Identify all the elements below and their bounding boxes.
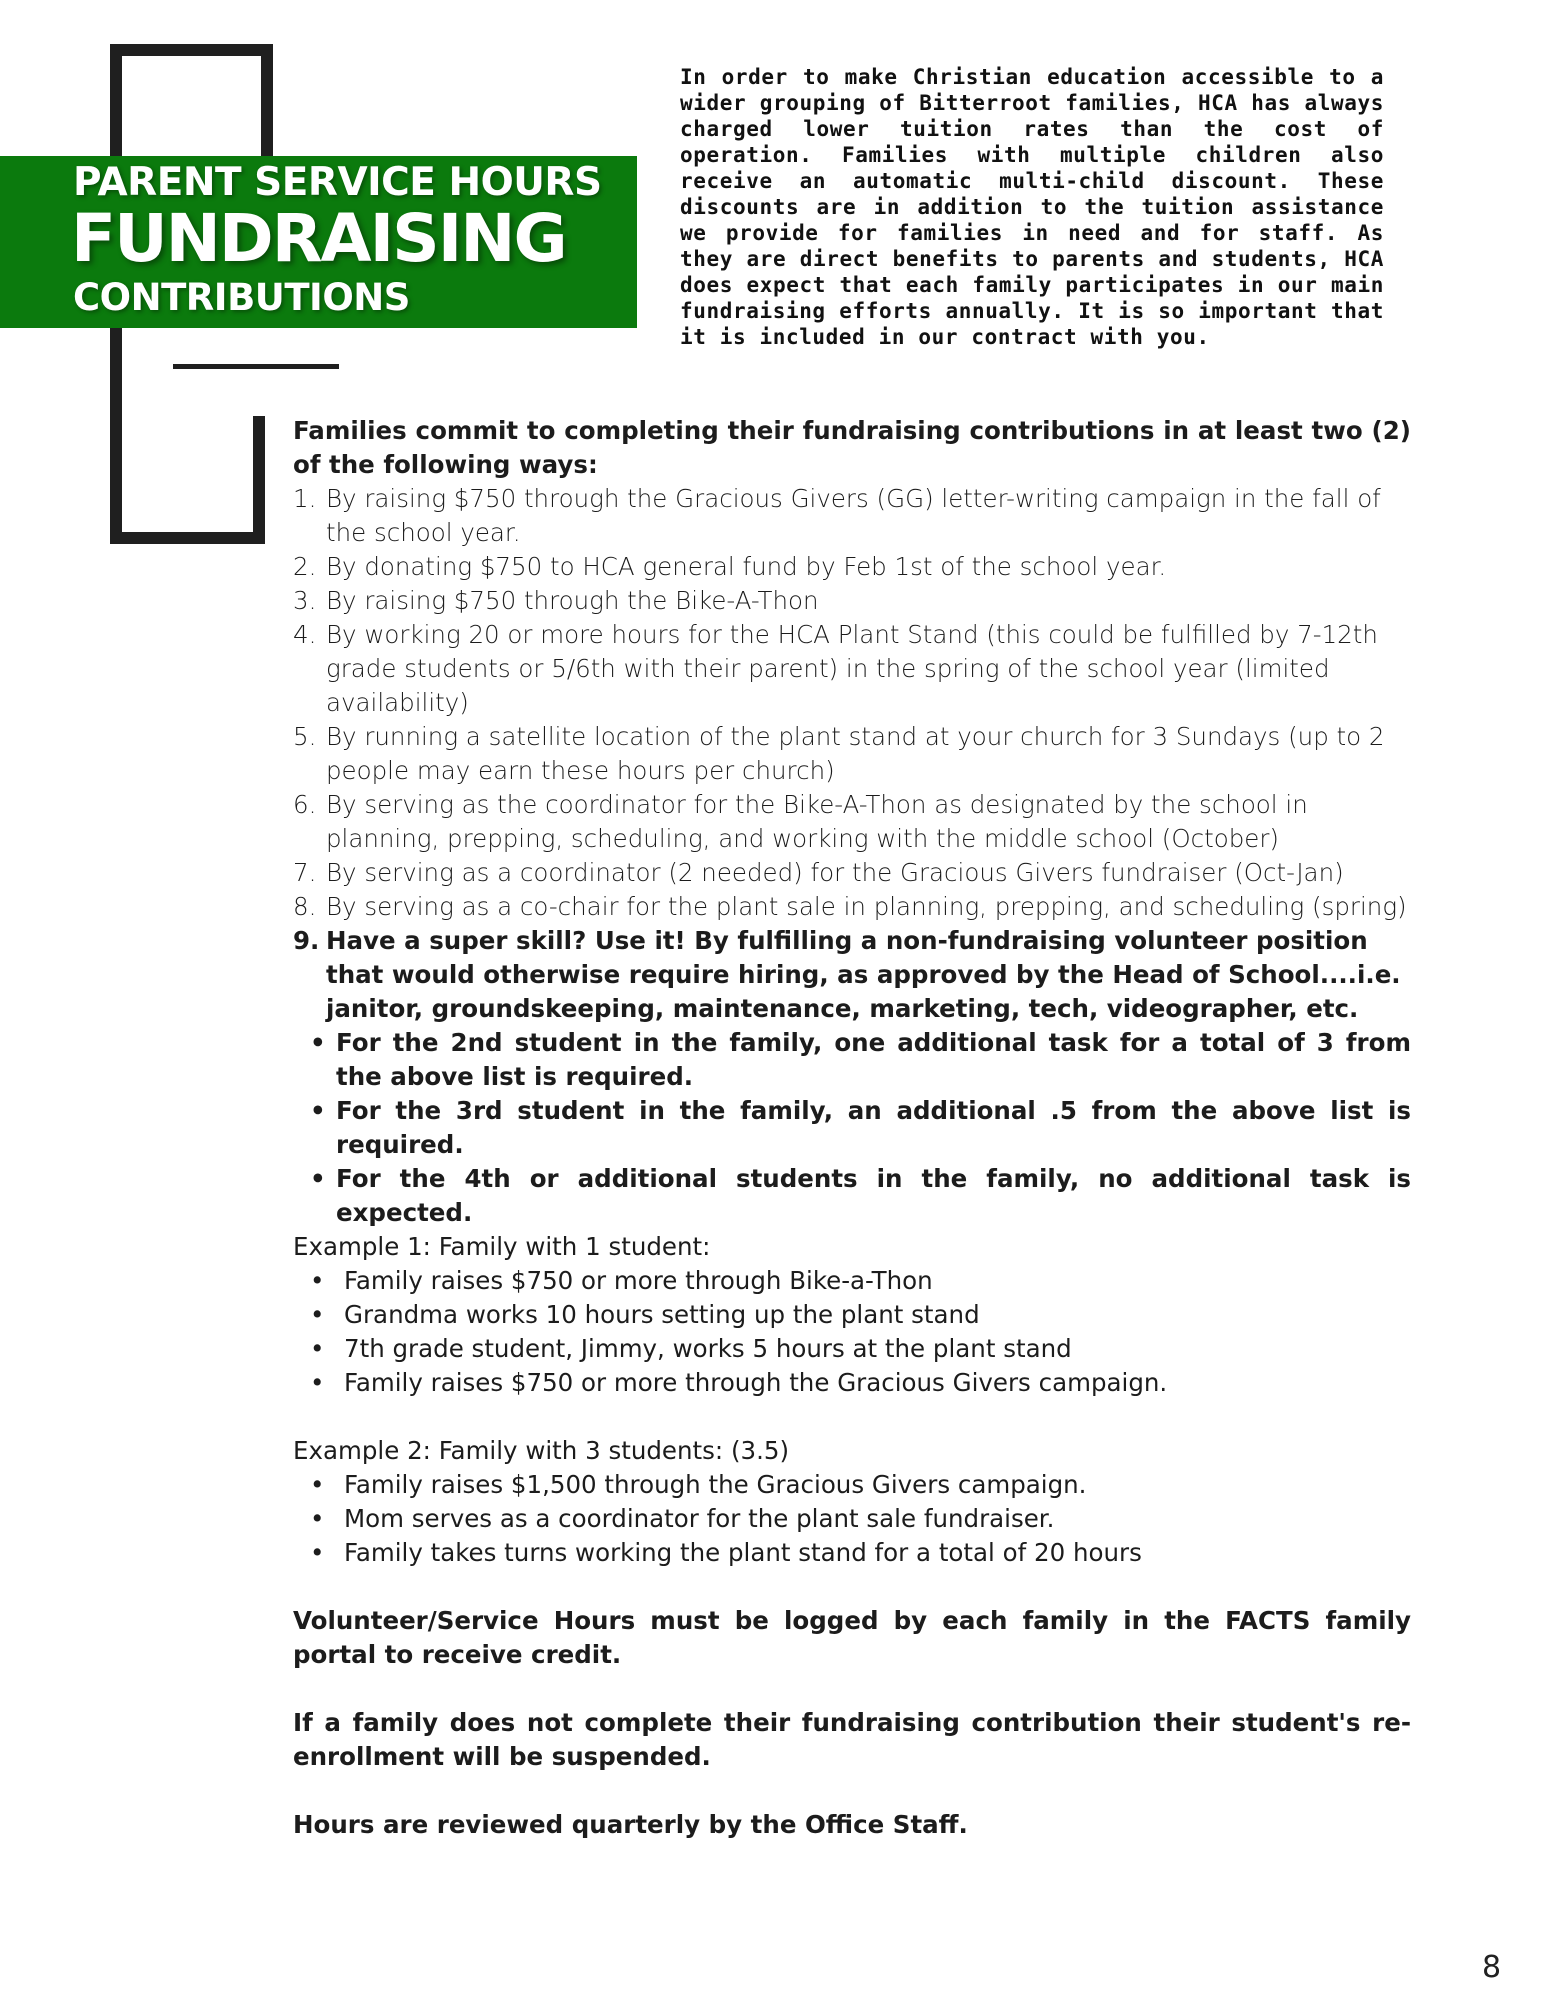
list-item: • Family takes turns working the plant stand for a total of 20 hours (344, 1536, 1411, 1570)
way-item: 9. Have a super skill? Use it! By fulfilling a non-fundraising volunteer position that would otherwise require hiring, as approved by the Head of School....i.e. janitor, groundskeeping, maintenance, marketing, tech, videographer, etc. (293, 926, 1401, 1023)
logging-note: Volunteer/Service Hours must be logged by each family in the FACTS family portal to receive credit. (293, 1606, 1411, 1669)
frame-bracket-top (110, 44, 273, 56)
list-item: • Family raises $750 or more through the Gracious Givers campaign. (344, 1366, 1411, 1400)
list-item: • Mom serves as a coordinator for the plant sale fundraiser. (344, 1502, 1411, 1536)
spacer (293, 1570, 1411, 1604)
way-item: 3. By raising $750 through the Bike-A-Thon (293, 586, 819, 615)
example-1-list (293, 1264, 1411, 1400)
way-item: 6. By serving as the coordinator for the Bike-A-Thon as designated by the school in planning, prepping, scheduling, and working with the middle school (October) (293, 790, 1308, 853)
title-line-2: FUNDRAISING (71, 200, 566, 277)
title-banner (0, 156, 637, 328)
frame-bracket-bottom (110, 532, 265, 544)
frame-bracket-right-lower (253, 416, 265, 544)
way-item: 1. By raising $750 through the Gracious Givers (GG) letter-writing campaign in the fall of the school year. (293, 484, 1381, 547)
example-2-heading: Example 2: Family with 3 students: (3.5) (293, 1436, 790, 1465)
title-line-3: CONTRIBUTIONS (73, 276, 410, 319)
way-item: 4. By working 20 or more hours for the HCA Plant Stand (this could be fulfilled by 7-12th grade students or 5/6th with their parent) in the spring of the school year (limited availability) (293, 620, 1378, 717)
title-underline (173, 364, 339, 369)
ways-list (293, 482, 1411, 1026)
frame-bracket-right (261, 44, 273, 156)
commitment-statement: Families commit to completing their fundraising contributions in at least two (2) of the following ways: (293, 416, 1411, 479)
title-line-1: PARENT SERVICE HOURS (73, 160, 602, 205)
way-item: 5. By running a satellite location of the plant stand at your church for 3 Sundays (up to 2 people may earn these hours per church) (293, 722, 1385, 785)
requirement-item: • For the 2nd student in the family, one additional task for a total of 3 from the above list is required. (336, 1026, 1411, 1094)
spacer (293, 1672, 1411, 1706)
way-item: 8. By serving as a co-chair for the plant sale in planning, prepping, and scheduling (spring) (293, 892, 1407, 921)
page-number: 8 (1482, 1950, 1502, 1985)
spacer (293, 1400, 1411, 1434)
example-2-list (293, 1468, 1411, 1570)
way-item: 2. By donating $750 to HCA general fund by Feb 1st of the school year. (293, 552, 1167, 581)
requirement-item: • For the 4th or additional students in the family, no additional task is expected. (336, 1162, 1411, 1230)
list-item: • Family raises $750 or more through Bike-a-Thon (344, 1264, 1411, 1298)
spacer (293, 1774, 1411, 1808)
way-item: 7. By serving as a coordinator (2 needed) for the Gracious Givers fundraiser (Oct-Jan) (293, 858, 1344, 887)
requirement-item: • For the 3rd student in the family, an additional .5 from the above list is required. (336, 1094, 1411, 1162)
review-note: Hours are reviewed quarterly by the Office Staff. (293, 1810, 968, 1839)
main-content (293, 414, 1411, 1842)
example-1-heading: Example 1: Family with 1 student: (293, 1232, 711, 1261)
requirements-list (293, 1026, 1411, 1230)
list-item: • Family raises $1,500 through the Gracious Givers campaign. (344, 1468, 1411, 1502)
list-item: • Grandma works 10 hours setting up the plant stand (344, 1298, 1411, 1332)
suspension-note: If a family does not complete their fundraising contribution their student's re-enrollment will be suspended. (293, 1708, 1411, 1771)
intro-paragraph: In order to make Christian education accessible to a wider grouping of Bitterroot families, HCA has always charged lower tuition rates than the cost of operation. Families with multiple children also receive an automatic multi-child discount. These discounts are in addition to the tuition assistance we provide for families in need and for staff. As they are direct benefits to parents and students, HCA does expect that each family participates in our main fundraising efforts annually. It is so important that it is included in our contract with you. (680, 65, 1384, 349)
list-item: • 7th grade student, Jimmy, works 5 hours at the plant stand (344, 1332, 1411, 1366)
